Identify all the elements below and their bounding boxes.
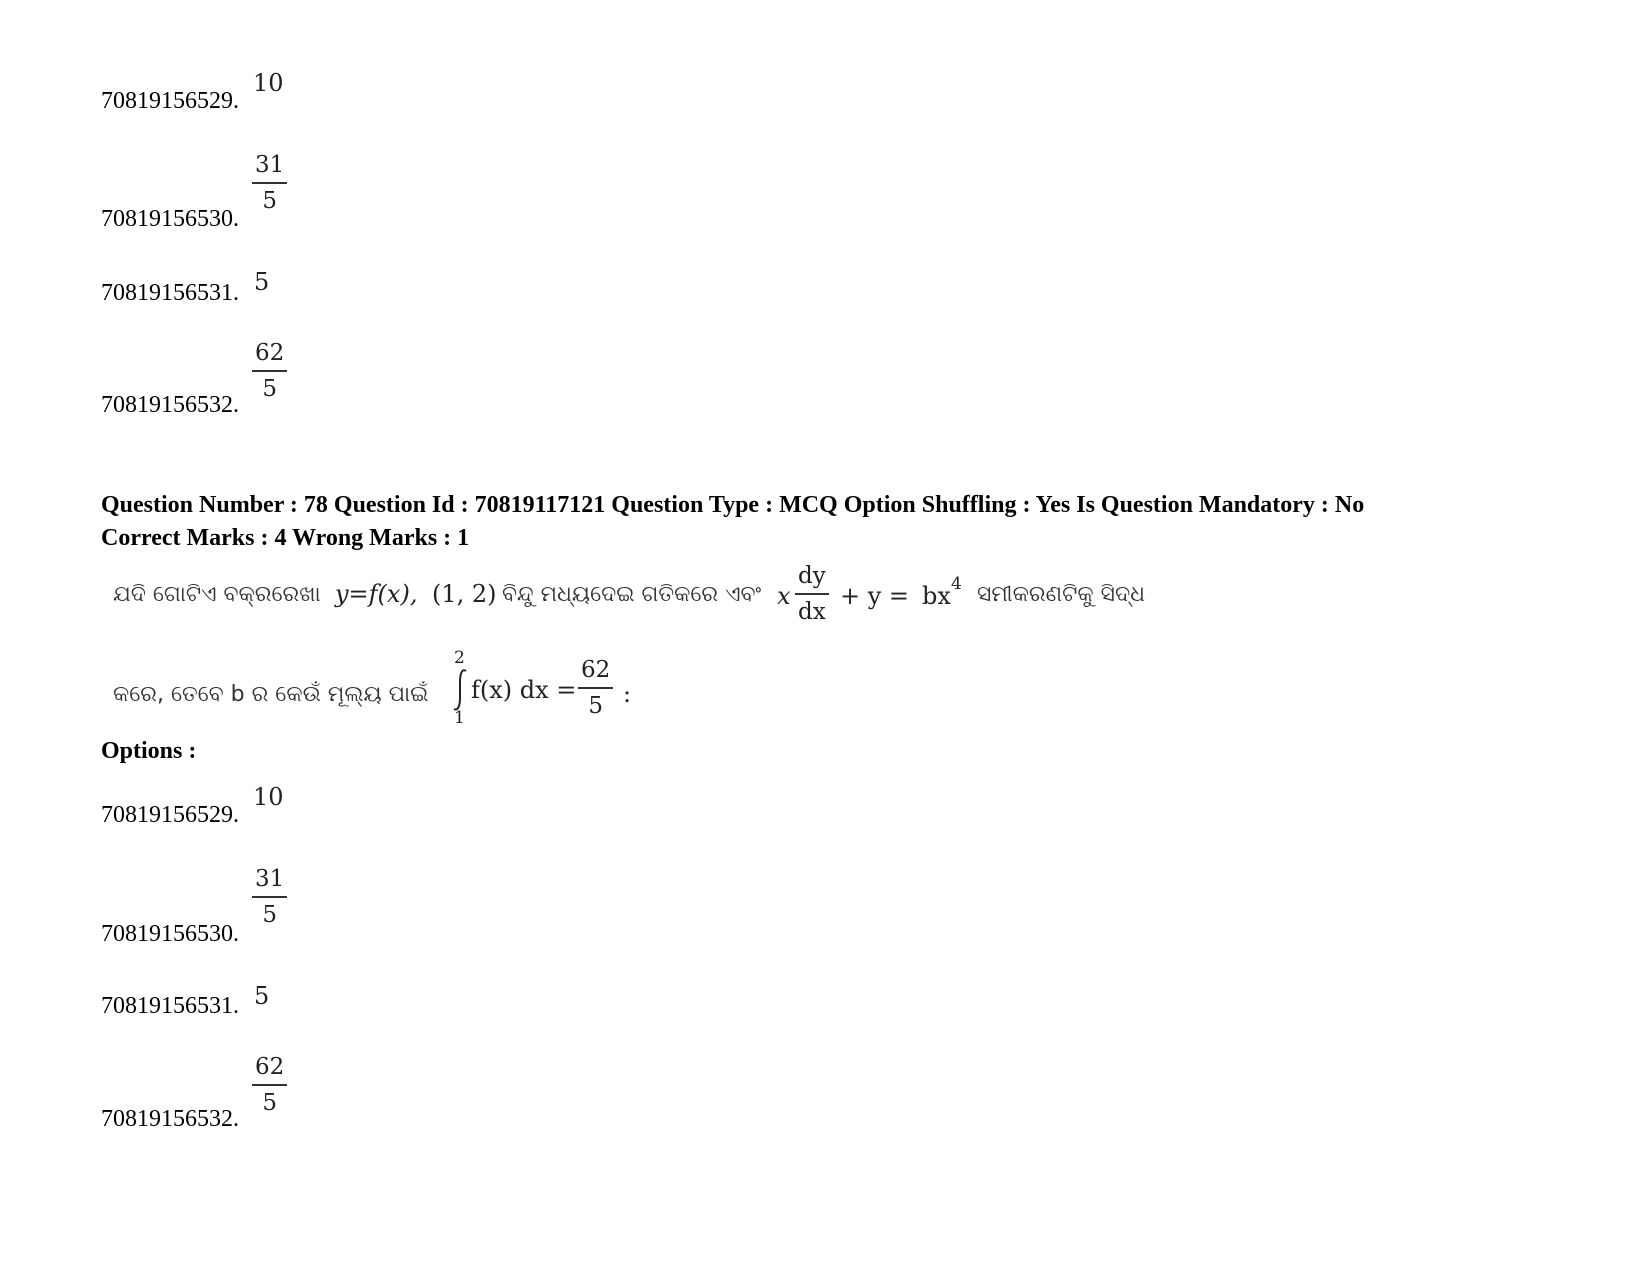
- integral-lower-limit: 1: [454, 708, 465, 728]
- options-label: Options :: [101, 738, 197, 764]
- derivative-fraction: [795, 563, 829, 625]
- question-point: (1, 2): [432, 580, 497, 608]
- option-value: 5: [254, 268, 270, 296]
- fraction-numerator: 31: [255, 866, 285, 892]
- question-curve: [335, 580, 417, 608]
- option-id: 70819156532.: [101, 392, 239, 418]
- option-value: 10: [253, 783, 284, 811]
- trailing-colon: :: [623, 680, 632, 708]
- fraction-numerator: 62: [255, 1054, 285, 1080]
- option-value: 10: [253, 69, 284, 97]
- fraction-denominator: 5: [262, 376, 277, 402]
- question-odia-text: ଯଦି ଗୋଟିଏ ବକ୍ରରେଖା: [113, 582, 321, 607]
- fraction-denominator: 5: [262, 1090, 277, 1116]
- derivative-numerator: dy: [798, 563, 826, 589]
- integral-upper-limit: 2: [454, 648, 465, 668]
- curve-expression: y=f(x),: [335, 580, 418, 608]
- option-id: 70819156529.: [101, 88, 239, 114]
- option-fraction: [252, 866, 287, 928]
- integral-sign: [452, 668, 470, 712]
- fraction-denominator: 5: [262, 902, 277, 928]
- fraction-numerator: 31: [255, 152, 285, 178]
- option-id: 70819156529.: [101, 802, 239, 828]
- option-fraction: [252, 340, 287, 402]
- variable-x: x: [777, 582, 791, 610]
- option-id: 70819156532.: [101, 1106, 239, 1132]
- integrand: f(x) dx =: [471, 676, 577, 704]
- option-id: 70819156531.: [101, 280, 239, 306]
- option-id: 70819156530.: [101, 206, 239, 232]
- question-odia-text: କରେ, ତେବେ b ର କେଉଁ ମୂଲ୍ୟ ପାଇଁ: [113, 682, 429, 707]
- option-id: 70819156531.: [101, 993, 239, 1019]
- fraction-denominator: 5: [262, 188, 277, 214]
- question-odia-text: ବିନ୍ଦୁ ମଧ୍ୟଦେଇ ଗତିକରେ ଏବଂ: [502, 582, 762, 607]
- question-marks: Correct Marks : 4 Wrong Marks : 1: [101, 525, 470, 551]
- question-header: Question Number : 78 Question Id : 70819117121 Question Type : MCQ Option Shuffling : Yes Is Question Mandatory : No: [101, 492, 1365, 518]
- option-value: 5: [254, 982, 270, 1010]
- math-plus-y: + y =: [840, 582, 910, 610]
- math-x: [777, 582, 791, 610]
- option-fraction: [252, 1054, 287, 1116]
- fraction-numerator: 62: [581, 657, 611, 683]
- math-bx: bx: [922, 582, 951, 610]
- option-fraction: [252, 152, 287, 214]
- derivative-denominator: dx: [798, 599, 826, 625]
- fraction-numerator: 62: [255, 340, 285, 366]
- math-exponent: 4: [951, 574, 962, 594]
- option-id: 70819156530.: [101, 921, 239, 947]
- fraction-denominator: 5: [588, 693, 603, 719]
- question-odia-text: ସମୀକରଣଟିକୁ ସିଦ୍ଧ: [977, 582, 1146, 607]
- integral-result-fraction: [578, 657, 613, 719]
